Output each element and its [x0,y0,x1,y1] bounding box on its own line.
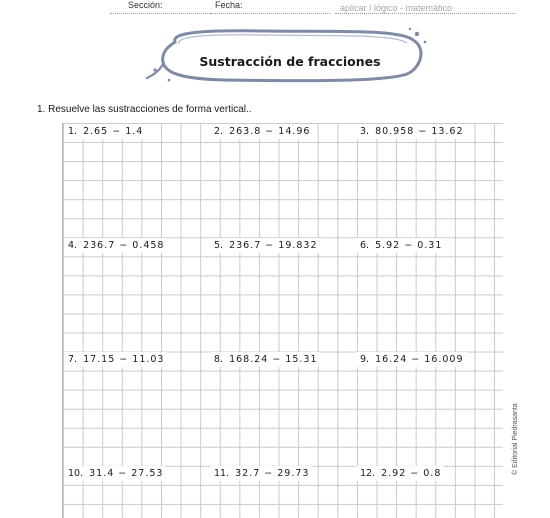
title-banner [145,24,425,86]
date-label: Fecha: [215,0,243,10]
answer-grid[interactable] [62,123,503,518]
problem-expression: 2.65 − 1.4 [83,126,144,137]
problem-3 [356,124,467,139]
publisher-credit: © Editorial Piedrasanta [512,403,519,475]
problem-number: 10. [68,468,84,479]
problem-expression: 17.15 − 11.03 [83,354,165,365]
problem-11 [210,466,312,481]
hint-line [335,13,515,14]
problem-number: 1. [68,126,78,137]
problem-expression: 5.92 − 0.31 [375,240,443,251]
problem-number: 11. [214,468,230,479]
problem-expression: 31.4 − 27.53 [89,468,164,479]
instruction-text: 1. Resuelve las sustracciones de forma vertical.. [37,104,252,115]
problem-6 [356,238,445,253]
problem-expression: 16.24 − 16.009 [375,354,464,365]
problem-expression: 168.24 − 15.31 [229,354,318,365]
problem-5 [210,238,321,253]
header-strip [110,0,515,16]
problem-8 [210,352,321,367]
problem-4 [64,238,167,253]
problem-expression: 236.7 − 19.832 [229,240,318,251]
problem-number: 2. [214,126,224,137]
problem-number: 9. [360,354,370,365]
problem-number: 4. [68,240,78,251]
problem-2 [210,124,313,139]
problem-number: 3. [360,126,370,137]
problem-12 [356,466,444,481]
problem-expression: 2.92 − 0.8 [381,468,442,479]
date-line [210,13,330,14]
problem-expression: 263.8 − 14.96 [229,126,311,137]
problem-1 [64,124,146,139]
problem-number: 7. [68,354,78,365]
problem-expression: 80.958 − 13.62 [375,126,464,137]
problem-9 [356,352,467,367]
problem-expression: 236.7 − 0.458 [83,240,165,251]
section-line [110,13,210,14]
section-label: Sección: [128,0,163,10]
problem-10 [64,466,166,481]
problem-expression: 32.7 − 29.73 [235,468,310,479]
problem-number: 8. [214,354,224,365]
skill-hint: aplicar / lógico - matemático [340,3,453,13]
problem-number: 6. [360,240,370,251]
problem-7 [64,352,167,367]
problem-number: 5. [214,240,224,251]
worksheet-title: Sustracción de fracciones [199,54,381,69]
problem-number: 12. [360,468,376,479]
